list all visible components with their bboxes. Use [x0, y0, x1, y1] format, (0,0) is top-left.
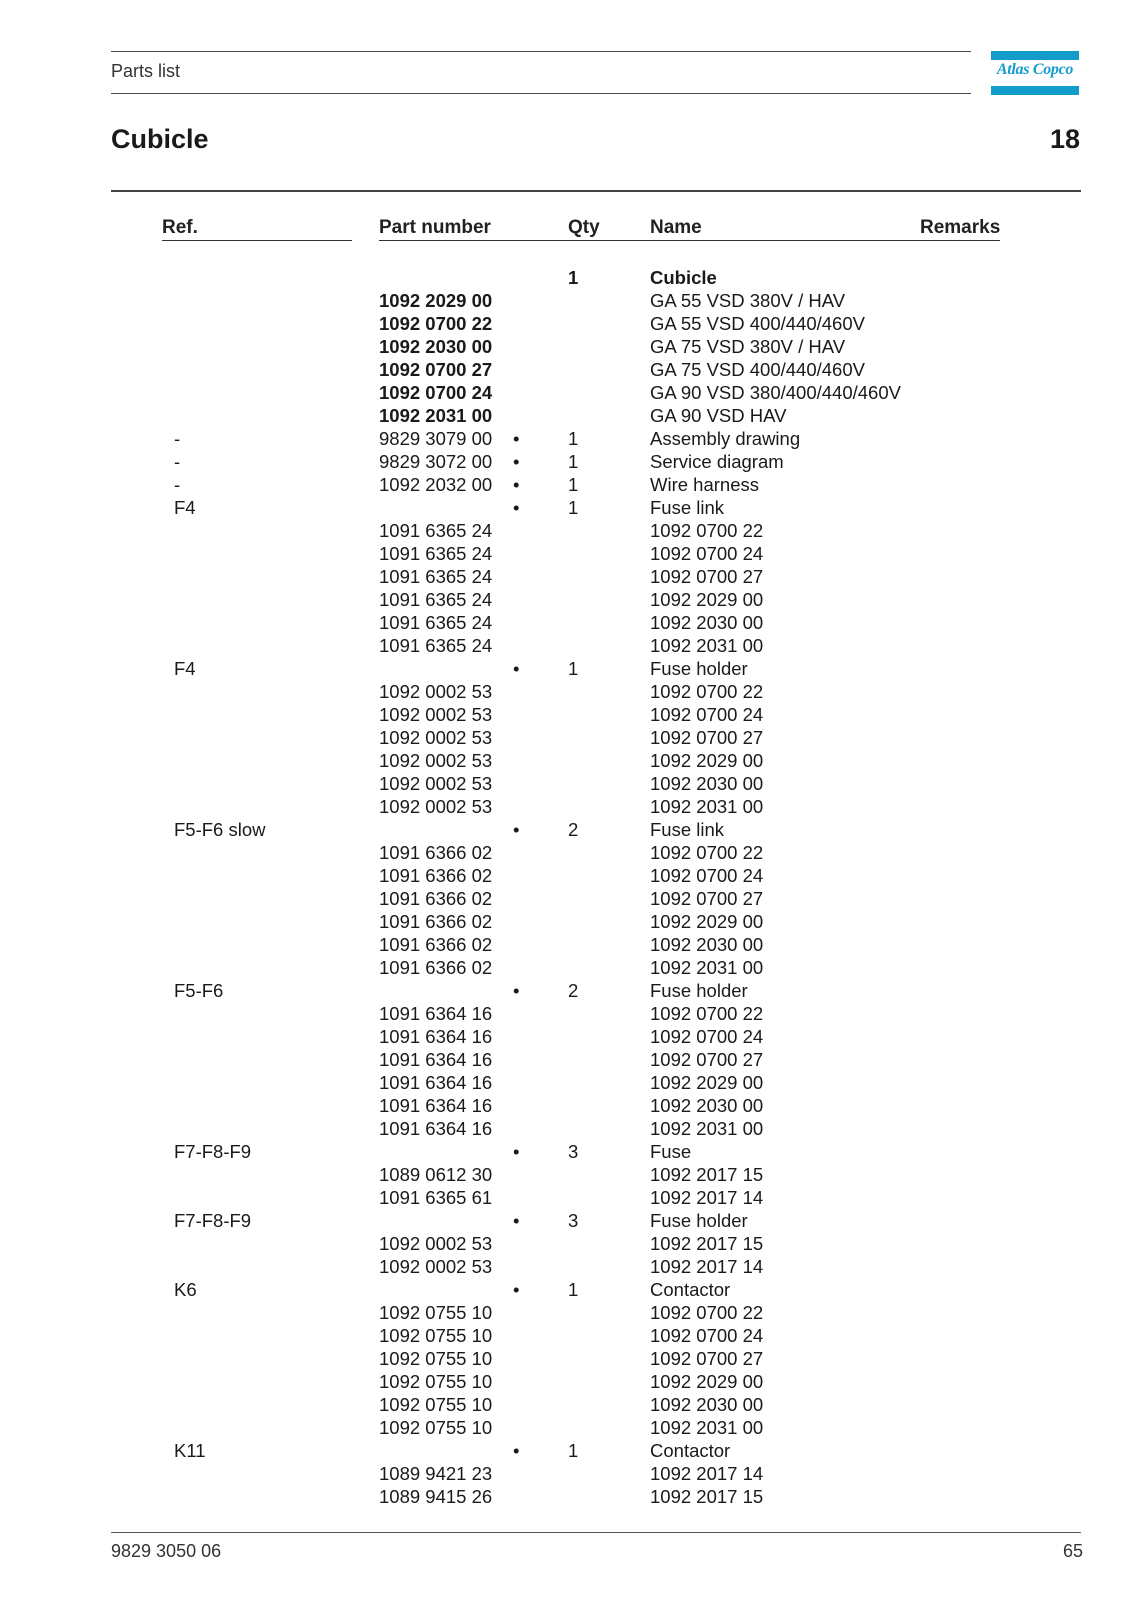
row-part-number: 1092 0755 10 — [379, 1325, 493, 1346]
row-name: Fuse holder — [650, 1210, 748, 1231]
row-bullet: • — [513, 1279, 520, 1300]
row-bullet: • — [513, 658, 520, 679]
column-header-remarks: Remarks — [920, 217, 1001, 238]
row-qty: 2 — [568, 980, 579, 1001]
row-name: GA 55 VSD 380V / HAV — [650, 290, 846, 311]
row-part-number: 1092 2030 00 — [379, 336, 493, 357]
row-name: 1092 0700 24 — [650, 543, 764, 564]
row-part-number: 1092 0002 53 — [379, 1256, 493, 1277]
row-qty: 1 — [568, 474, 579, 495]
row-part-number: 1089 0612 30 — [379, 1164, 493, 1185]
row-part-number: 1091 6365 24 — [379, 635, 493, 656]
row-ref: - — [174, 451, 181, 472]
row-name: 1092 2029 00 — [650, 750, 764, 771]
row-name: 1092 2031 00 — [650, 635, 764, 656]
row-part-number: 1089 9421 23 — [379, 1463, 493, 1484]
row-part-number: 1091 6366 02 — [379, 842, 493, 863]
row-name: 1092 0700 27 — [650, 888, 764, 909]
column-header-rule-right — [379, 240, 1000, 241]
row-part-number: 1092 0700 22 — [379, 313, 493, 334]
row-qty: 1 — [568, 428, 579, 449]
row-part-number: 1091 6364 16 — [379, 1049, 493, 1070]
row-part-number: 1092 0755 10 — [379, 1371, 493, 1392]
row-bullet: • — [513, 428, 520, 449]
column-header-qty: Qty — [568, 217, 600, 238]
row-part-number: 1092 0002 53 — [379, 750, 493, 771]
row-part-number: 1092 2032 00 — [379, 474, 493, 495]
row-name: 1092 0700 27 — [650, 727, 764, 748]
row-part-number: 1091 6364 16 — [379, 1026, 493, 1047]
row-name: 1092 2017 15 — [650, 1486, 764, 1507]
row-name: 1092 2031 00 — [650, 1417, 764, 1438]
row-name: Fuse — [650, 1141, 692, 1162]
column-header-name: Name — [650, 217, 702, 238]
row-bullet: • — [513, 497, 520, 518]
row-part-number: 1089 9415 26 — [379, 1486, 493, 1507]
row-part-number: 1091 6365 24 — [379, 543, 493, 564]
column-header-ref: Ref. — [162, 217, 198, 238]
row-bullet: • — [513, 1141, 520, 1162]
row-name: 1092 2030 00 — [650, 1095, 764, 1116]
row-part-number: 1091 6366 02 — [379, 957, 493, 978]
row-bullet: • — [513, 474, 520, 495]
row-name: 1092 0700 22 — [650, 1302, 764, 1323]
row-name: Wire harness — [650, 474, 759, 495]
row-part-number: 1092 0002 53 — [379, 1233, 493, 1254]
section-number: 18 — [1049, 124, 1080, 154]
row-qty: 1 — [568, 658, 579, 679]
row-name: 1092 2029 00 — [650, 911, 764, 932]
row-bullet: • — [513, 1440, 520, 1461]
row-part-number: 1092 0755 10 — [379, 1417, 493, 1438]
row-name: 1092 0700 22 — [650, 1003, 764, 1024]
row-name: 1092 2029 00 — [650, 1371, 764, 1392]
row-name: 1092 2017 15 — [650, 1233, 764, 1254]
logo-text: Atlas Copco — [996, 61, 1074, 78]
row-name: Contactor — [650, 1440, 731, 1461]
header-section-label: Parts list — [111, 61, 181, 81]
row-part-number: 9829 3072 00 — [379, 451, 493, 472]
row-name: 1092 2030 00 — [650, 773, 764, 794]
row-ref: F5-F6 — [174, 980, 224, 1001]
row-name: 1092 0700 27 — [650, 1348, 764, 1369]
row-name: 1092 0700 24 — [650, 1325, 764, 1346]
row-qty: 1 — [568, 1440, 579, 1461]
row-name: 1092 2030 00 — [650, 612, 764, 633]
row-part-number: 1091 6366 02 — [379, 934, 493, 955]
row-ref: K6 — [174, 1279, 197, 1300]
row-name: 1092 2017 15 — [650, 1164, 764, 1185]
row-part-number: 1092 0002 53 — [379, 704, 493, 725]
row-name: 1092 0700 24 — [650, 1026, 764, 1047]
row-part-number: 1091 6366 02 — [379, 911, 493, 932]
row-part-number: 1091 6364 16 — [379, 1003, 493, 1024]
header-bottom-rule — [111, 93, 971, 94]
row-bullet: • — [513, 1210, 520, 1231]
row-part-number: 1092 0755 10 — [379, 1394, 493, 1415]
row-part-number: 1091 6366 02 — [379, 888, 493, 909]
row-name: Cubicle — [650, 267, 717, 288]
column-header-rule-left — [162, 240, 352, 241]
row-ref: F7-F8-F9 — [174, 1210, 252, 1231]
row-part-number: 1091 6366 02 — [379, 865, 493, 886]
row-part-number: 1092 0002 53 — [379, 796, 493, 817]
row-qty: 1 — [568, 1279, 579, 1300]
row-name: GA 90 VSD 380/400/440/460V — [650, 382, 901, 403]
row-part-number: 1092 0755 10 — [379, 1302, 493, 1323]
row-part-number: 1091 6365 61 — [379, 1187, 493, 1208]
row-ref: F4 — [174, 497, 196, 518]
row-name: 1092 0700 24 — [650, 704, 764, 725]
row-name: Fuse link — [650, 497, 725, 518]
row-bullet: • — [513, 980, 520, 1001]
row-ref: - — [174, 474, 181, 495]
row-part-number: 1091 6364 16 — [379, 1118, 493, 1139]
row-part-number: 9829 3079 00 — [379, 428, 493, 449]
section-title: Cubicle — [111, 124, 209, 154]
row-part-number: 1092 0700 27 — [379, 359, 493, 380]
row-part-number: 1092 0755 10 — [379, 1348, 493, 1369]
row-ref: F5-F6 slow — [174, 819, 266, 840]
row-name: 1092 2029 00 — [650, 1072, 764, 1093]
row-name: 1092 0700 27 — [650, 1049, 764, 1070]
row-name: 1092 2030 00 — [650, 934, 764, 955]
row-name: Service diagram — [650, 451, 784, 472]
row-name: GA 75 VSD 380V / HAV — [650, 336, 846, 357]
row-qty: 3 — [568, 1141, 579, 1162]
row-ref: F7-F8-F9 — [174, 1141, 252, 1162]
row-bullet: • — [513, 451, 520, 472]
footer-page-number: 65 — [1062, 1541, 1083, 1561]
atlas-copco-logo — [991, 51, 1079, 95]
row-bullet: • — [513, 819, 520, 840]
row-part-number: 1092 0002 53 — [379, 681, 493, 702]
row-part-number: 1091 6365 24 — [379, 589, 493, 610]
row-name: Assembly drawing — [650, 428, 801, 449]
logo-bottom-bar — [991, 86, 1079, 95]
row-qty: 3 — [568, 1210, 579, 1231]
row-name: 1092 2017 14 — [650, 1187, 764, 1208]
row-part-number: 1092 2029 00 — [379, 290, 493, 311]
row-name: 1092 2029 00 — [650, 589, 764, 610]
row-qty: 1 — [568, 497, 579, 518]
row-part-number: 1092 0700 24 — [379, 382, 493, 403]
row-name: 1092 2031 00 — [650, 796, 764, 817]
row-name: 1092 0700 22 — [650, 842, 764, 863]
row-name: 1092 2031 00 — [650, 1118, 764, 1139]
row-qty: 1 — [568, 451, 579, 472]
row-ref: K11 — [174, 1440, 206, 1461]
row-part-number: 1091 6365 24 — [379, 566, 493, 587]
row-ref: F4 — [174, 658, 196, 679]
logo-top-bar — [991, 51, 1079, 60]
row-ref: - — [174, 428, 181, 449]
row-name: Fuse link — [650, 819, 725, 840]
row-name: 1092 2031 00 — [650, 957, 764, 978]
column-header-part-number: Part number — [379, 217, 491, 238]
row-part-number: 1091 6365 24 — [379, 520, 493, 541]
row-part-number: 1092 0002 53 — [379, 773, 493, 794]
row-name: 1092 2017 14 — [650, 1256, 764, 1277]
row-name: GA 90 VSD HAV — [650, 405, 787, 426]
header-top-rule — [111, 51, 971, 52]
row-name: 1092 2030 00 — [650, 1394, 764, 1415]
row-name: 1092 0700 22 — [650, 520, 764, 541]
row-name: GA 55 VSD 400/440/460V — [650, 313, 865, 334]
footer-document-number: 9829 3050 06 — [111, 1541, 222, 1561]
row-name: 1092 0700 24 — [650, 865, 764, 886]
row-name: Contactor — [650, 1279, 731, 1300]
row-name: Fuse holder — [650, 658, 748, 679]
footer-rule — [111, 1532, 1081, 1533]
row-qty: 1 — [568, 267, 579, 288]
row-name: 1092 0700 22 — [650, 681, 764, 702]
row-name: GA 75 VSD 400/440/460V — [650, 359, 865, 380]
row-part-number: 1092 2031 00 — [379, 405, 493, 426]
row-name: Fuse holder — [650, 980, 748, 1001]
row-part-number: 1092 0002 53 — [379, 727, 493, 748]
row-name: 1092 0700 27 — [650, 566, 764, 587]
row-part-number: 1091 6364 16 — [379, 1095, 493, 1116]
section-rule — [111, 190, 1081, 192]
row-qty: 2 — [568, 819, 579, 840]
row-part-number: 1091 6365 24 — [379, 612, 493, 633]
row-part-number: 1091 6364 16 — [379, 1072, 493, 1093]
row-name: 1092 2017 14 — [650, 1463, 764, 1484]
